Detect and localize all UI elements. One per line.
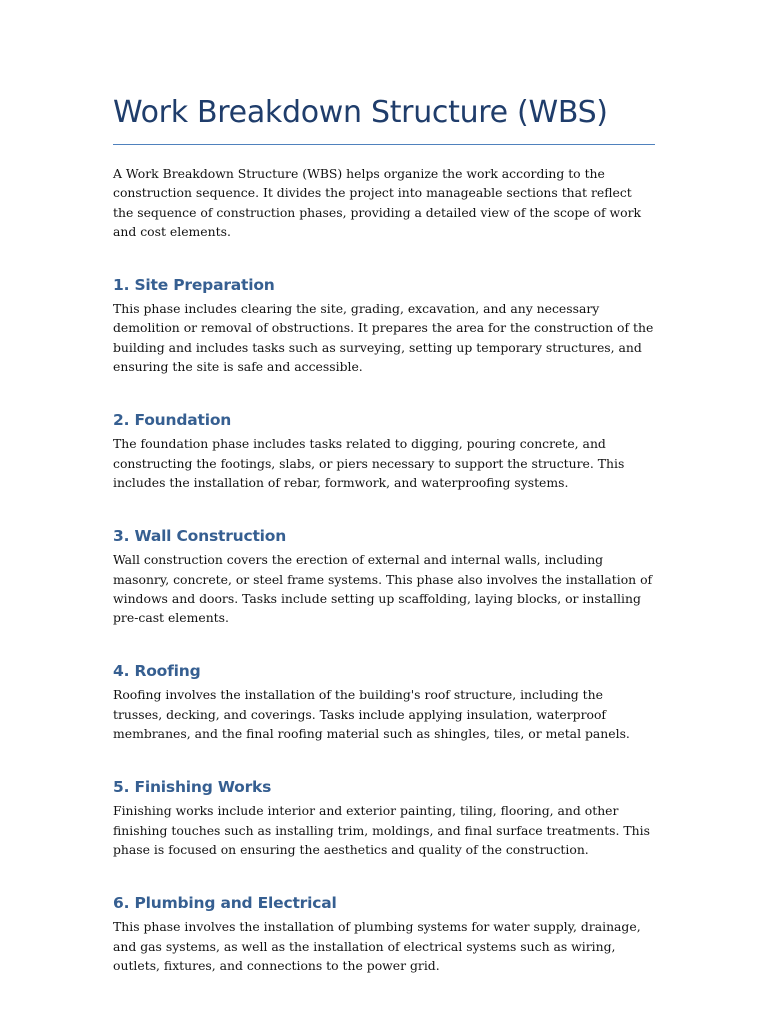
section-body: This phase includes clearing the site, grading, excavation, and any necessary demolition or removal of obstructions. It prepares the area for the construction of the building and includes tasks such as surveying, setting up temporary structures, and ensuring the site is safe and accessible. [113,301,654,375]
section-body: This phase involves the installation of plumbing systems for water supply, drainage, and gas systems, as well as the installation of electrical systems such as wiring, outlets, fixtures, and connections to the power grid. [113,919,641,973]
section-foundation [113,409,655,492]
section-body: Wall construction covers the erection of external and internal walls, including masonry, concrete, or steel frame systems. This phase also involves the installation of windows and doors. Tasks include setting up scaffolding, laying blocks, or installing pre-cast elements. [113,552,653,626]
section-heading: 4. Roofing [113,662,201,681]
section-finishing-works [113,776,655,859]
section-body: Finishing works include interior and exterior painting, tiling, flooring, and other finishing touches such as installing trim, moldings, and final surface treatments. This phase is focused on ensuring the aesthetics and quality of the construction. [113,803,650,857]
section-plumbing-electrical [113,892,655,975]
section-heading: 5. Finishing Works [113,778,272,797]
section-wall-construction [113,525,655,627]
intro-paragraph: A Work Breakdown Structure (WBS) helps organize the work according to the construction sequence. It divides the project into manageable sections that reflect the sequence of construction phases, providing a detailed view of the scope of work and cost elements. [113,166,642,239]
section-site-preparation [113,274,655,376]
section-body: Roofing involves the installation of the building's roof structure, including the trusses, decking, and coverings. Tasks include applying insulation, waterproof membranes, and the final roofing material such as shingles, tiles, or metal panels. [113,687,630,742]
section-heading: 1. Site Preparation [113,276,275,295]
document-title: Work Breakdown Structure (WBS) [113,92,655,145]
section-heading: 3. Wall Construction [113,527,287,546]
section-heading: 2. Foundation [113,411,232,430]
section-body: The foundation phase includes tasks related to digging, pouring concrete, and constructing the footings, slabs, or piers necessary to support the structure. This includes the installation of rebar, formwork, and waterproofing systems. [113,436,625,490]
section-roofing [113,660,655,743]
section-heading: 6. Plumbing and Electrical [113,894,337,913]
document-content [113,92,655,975]
